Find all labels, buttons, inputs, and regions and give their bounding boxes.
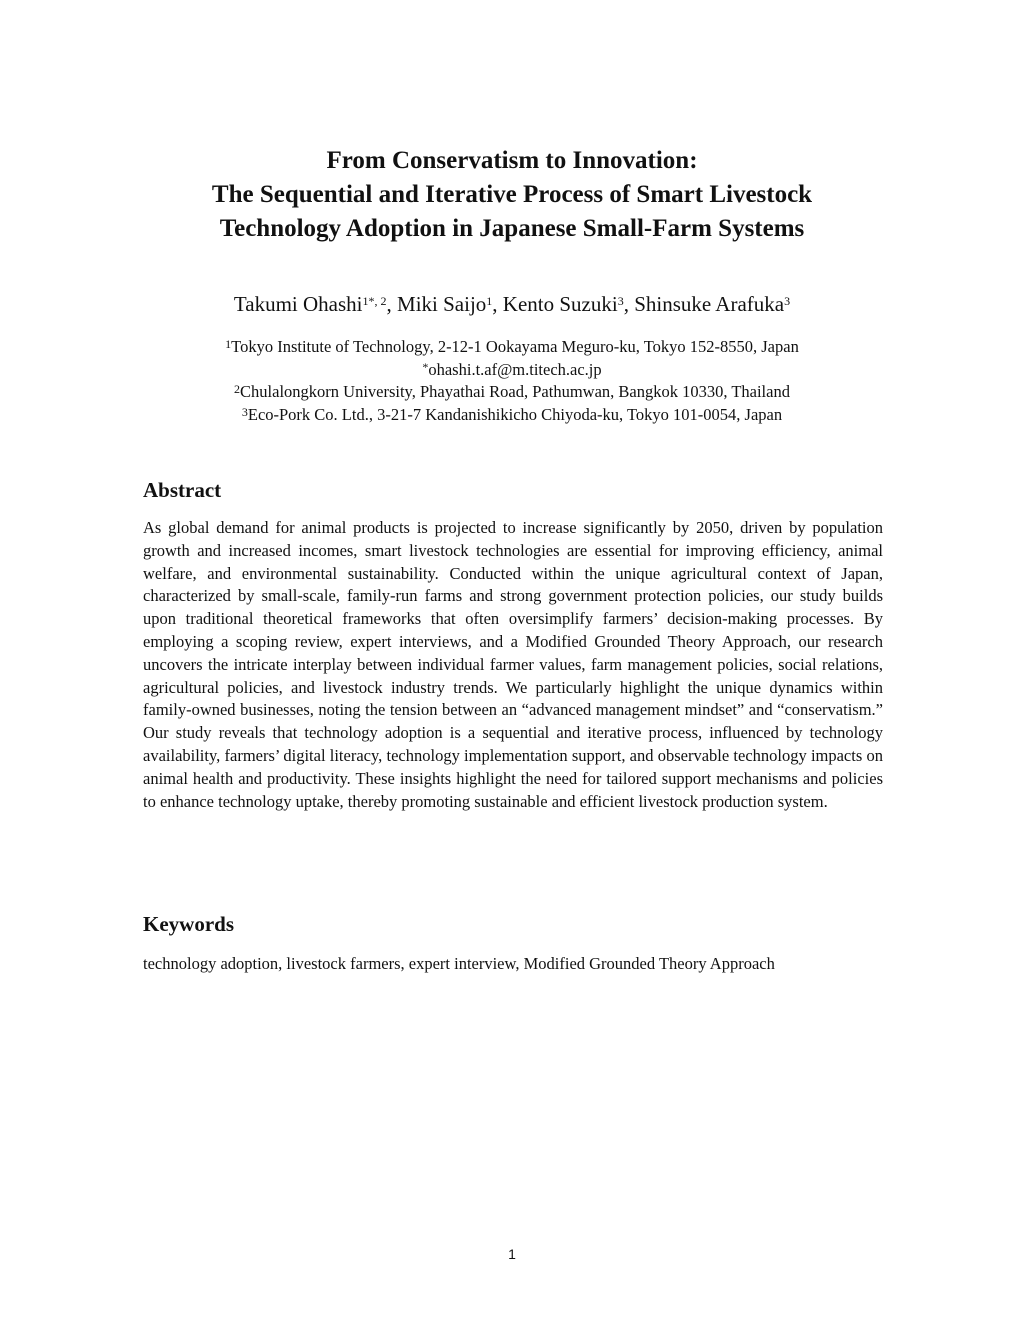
keywords-body: technology adoption, livestock farmers, expert interview, Modified Grounded Theory Approach <box>143 954 775 973</box>
author-name: Takumi Ohashi <box>233 292 363 316</box>
affiliation-list <box>0 336 1024 426</box>
author-affiliation-mark: 3 <box>617 294 624 308</box>
author-list <box>0 290 1024 318</box>
paper-title <box>0 144 1024 246</box>
affiliation-item <box>0 359 1024 382</box>
author-name: Shinsuke Arafuka <box>634 292 785 316</box>
author-separator: , <box>492 292 503 316</box>
affiliation-mark: 1 <box>225 337 232 351</box>
affiliation-mark: 2 <box>234 382 241 396</box>
title-line-3: Technology Adoption in Japanese Small-Farm Systems <box>219 215 805 242</box>
author-separator: , <box>386 292 398 316</box>
keywords-heading: Keywords <box>143 912 234 936</box>
affiliation-mark: 3 <box>241 404 248 419</box>
affiliation-mark: * <box>422 359 429 374</box>
author-separator: , <box>623 292 635 316</box>
author-affiliation-mark: 1 <box>486 294 493 308</box>
title-line-1: From Conservatism to Innovation: <box>326 147 698 174</box>
affiliation-text: Tokyo Institute of Technology, 2-12-1 Ookayama Meguro-ku, Tokyo 152-8550, Japan <box>231 337 799 356</box>
affiliation-text: Chulalongkorn University, Phayathai Road, Pathumwan, Bangkok 10330, Thailand <box>240 382 790 401</box>
author-affiliation-mark: 3 <box>784 294 791 308</box>
email-link[interactable]: ohashi.t.af@m.titech.ac.jp <box>428 359 602 379</box>
page-number: 1 <box>508 1246 516 1262</box>
abstract-body: As global demand for animal products is projected to increase significantly by 2050, driven by population growth and increased incomes, smart livestock technologies are essential for improving efficiency, animal welfare, and environmental sustainability. Conducted within the unique agricultural context of Japan, characterized by small-scale, family-run farms and strong government protection policies, our study builds upon traditional theoretical frameworks that often oversimplify farmers’ decision-making processes. By employing a scoping review, expert interviews, and a Modified Grounded Theory Approach, our research uncovers the intricate interplay between individual farmer values, farm management policies, social relations, agricultural policies, and livestock industry trends. We particularly highlight the unique dynamics within family-owned businesses, noting the tension between an “advanced management mindset” and “conservatism.” Our study reveals that technology adoption is a sequential and iterative process, influenced by technology availability, farmers’ digital literacy, technology implementation support, and observable technology impacts on animal health and productivity. These insights highlight the need for tailored support mechanisms and policies to enhance technology uptake, thereby promoting sustainable and efficient livestock production system. <box>143 518 883 811</box>
affiliation-item <box>0 404 1024 427</box>
title-line-2: The Sequential and Iterative Process of Smart Livestock <box>211 181 813 208</box>
affiliation-text: Eco-Pork Co. Ltd., 3-21-7 Kandanishikicho Chiyoda-ku, Tokyo 101-0054, Japan <box>247 404 783 424</box>
affiliation-item <box>0 336 1024 359</box>
affiliation-item <box>0 381 1024 404</box>
author-name: Miki Saijo <box>397 292 487 316</box>
author-name: Kento Suzuki <box>502 292 618 316</box>
abstract-heading: Abstract <box>143 478 222 502</box>
author-affiliation-mark: 1*, 2 <box>362 294 387 308</box>
